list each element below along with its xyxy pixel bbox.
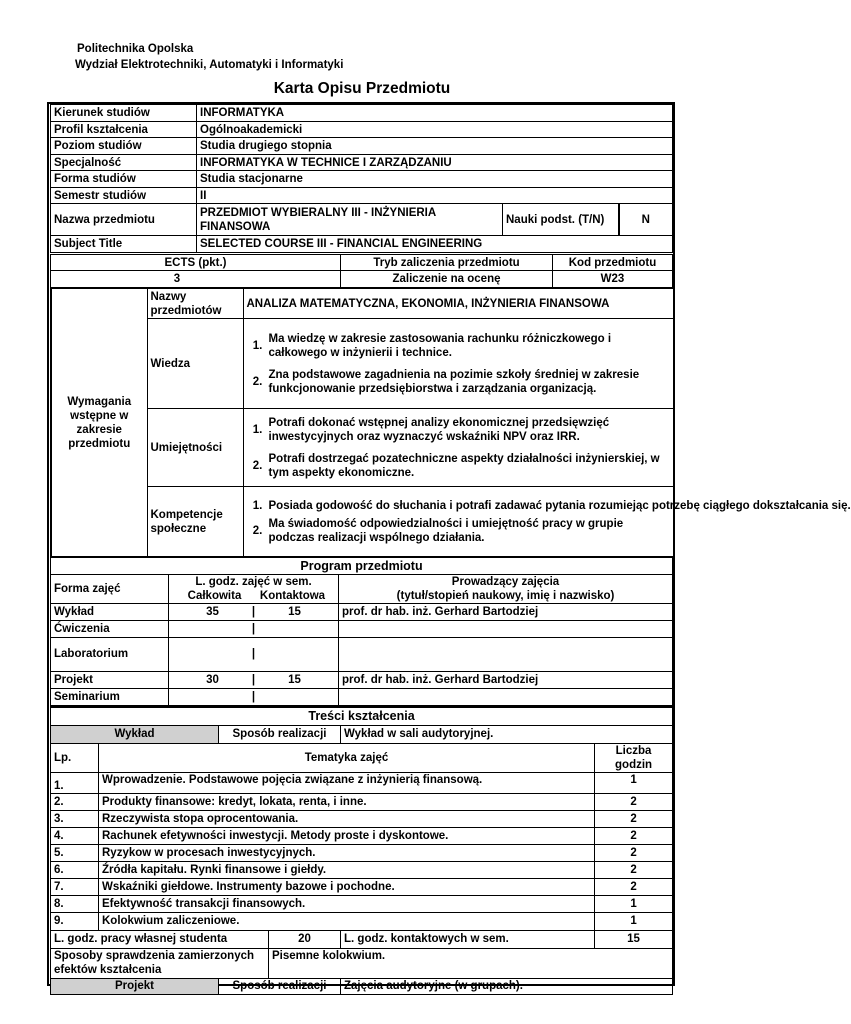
value-specialty: INFORMATYKA W TECHNICE I ZARZĄDZANIU (197, 155, 673, 171)
label-study-form: Forma studiów (51, 171, 197, 188)
form-seminar: Seminarium (51, 688, 169, 705)
value-study-form: Studia stacjonarne (197, 171, 673, 188)
label-contact-hours: L. godz. kontaktowych w sem. (341, 930, 595, 948)
label-form: Forma zajęć (51, 574, 169, 603)
label-prerequisites: Wymagania wstępne w zakresie przedmiotu (51, 289, 147, 557)
topic-row: 6. Źródła kapitału. Rynki finansowe i giełdy. 2 (51, 861, 673, 878)
label-verification: Sposoby sprawdzenia zamierzonych efektów kształcenia (51, 948, 269, 978)
label-ects: ECTS (pkt.) (51, 255, 341, 271)
content-table (50, 706, 673, 995)
label-lecture: Wykład (51, 725, 219, 743)
value-mode: Zaliczenie na ocenę (341, 271, 553, 288)
label-lecturer: Prowadzący zajęcia (451, 575, 560, 588)
knowledge-num: 2. (252, 375, 263, 388)
form-lecture: Wykład (51, 603, 169, 620)
value-course-names: ANALIZA MATEMATYCZNA, EKONOMIA, INŻYNIERIA FINANSOWA (243, 289, 673, 319)
document-title: Karta Opisu Przedmiotu (273, 80, 451, 97)
value-method: Wykład w sali audytoryjnej. (341, 725, 673, 743)
label-subject-title: Subject Title (51, 236, 197, 253)
skill-num: 1. (252, 423, 263, 436)
form-project: Projekt (51, 671, 169, 688)
label-contact: Kontaktowa (259, 589, 326, 602)
label-social-competences: Kompetencje społeczne (147, 487, 243, 557)
label-lp: Lp. (51, 743, 99, 772)
label-level: Poziom studiów (51, 138, 197, 155)
label-hours: L. godz. zajęć w sem. (195, 575, 312, 588)
label-total: Całkowita (187, 589, 242, 602)
info-table (50, 104, 673, 253)
knowledge-text: Ma wiedzę w zakresie zastosowania rachunku różniczkowego i całkowego w inżynierii i technice. (268, 332, 612, 359)
label-lecturer-sub: (tytuł/stopień naukowy, imię i nazwisko) (396, 589, 615, 602)
label-basic-science: Nauki podst. (T/N) (503, 204, 619, 236)
faculty-name: Wydział Elektrotechniki, Automatyki i Informatyki (75, 59, 344, 71)
label-semester: Semestr studiów (51, 188, 197, 204)
value-field-of-study: INFORMATYKA (197, 105, 673, 122)
label-course-name: Nazwa przedmiotu (51, 204, 197, 236)
value-level: Studia drugiego stopnia (197, 138, 673, 155)
lecturer-project: prof. dr hab. inż. Gerhard Bartodziej (339, 671, 673, 688)
lecturer-lecture: prof. dr hab. inż. Gerhard Bartodziej (339, 603, 673, 620)
social-num: 1. (252, 499, 263, 512)
hours-exercises: | (169, 620, 339, 637)
social-item (247, 499, 851, 513)
value-own-work: 20 (269, 930, 341, 948)
label-own-work: L. godz. pracy własnej studenta (51, 930, 269, 948)
social-item (247, 517, 670, 545)
value-verification: Pisemne kolokwium. (269, 948, 673, 978)
label-skills: Umiejętności (147, 409, 243, 487)
label-mode: Tryb zaliczenia przedmiotu (341, 255, 553, 271)
value-profile: Ogólnoakademicki (197, 122, 673, 138)
label-knowledge: Wiedza (147, 319, 243, 409)
knowledge-list (243, 319, 673, 409)
label-project: Projekt (51, 978, 219, 994)
knowledge-num: 1. (252, 339, 263, 352)
topic-row: 1. Wprowadzenie. Podstawowe pojęcia związane z inżynierią finansową. 1 (51, 772, 673, 793)
value-subject-title: SELECTED COURSE III - FINANCIAL ENGINEERING (197, 236, 673, 253)
value-ects: 3 (51, 271, 341, 288)
skill-item (247, 416, 670, 444)
prereq-table (50, 288, 851, 557)
skills-list (243, 409, 673, 487)
knowledge-text: Zna podstawowe zagadnienia na pozimie szkoły średniej w zakresie funkcjonowanie przedsiębiorstwa i zarządzania organizacją. (268, 368, 640, 395)
label-profile: Profil kształcenia (51, 122, 197, 138)
form-laboratory: Laboratorium (51, 637, 169, 671)
topic-row: 3. Rzeczywista stopa oprocentowania. 2 (51, 810, 673, 827)
skill-item (247, 452, 670, 480)
hours-lecture: 35 | 15 (169, 603, 339, 620)
lecturer-exercises (339, 620, 673, 637)
social-text: Posiada godowość do słuchania i potrafi zadawać pytania rozumiejąc potrzebę ciągłego dokształcania się. (268, 499, 851, 512)
topic-row: 2. Produkty finansowe: kredyt, lokata, renta, i inne. 2 (51, 793, 673, 810)
lecturer-header (339, 574, 673, 603)
form-exercises: Ćwiczenia (51, 620, 169, 637)
knowledge-item (247, 332, 670, 360)
value-basic-science: N (619, 204, 673, 236)
topic-row: 9. Kolokwium zaliczeniowe. 1 (51, 912, 673, 930)
label-hours-count: Liczba godzin (595, 743, 673, 772)
label-topic: Tematyka zajęć (99, 743, 595, 772)
label-specialty: Specjalność (51, 155, 197, 171)
label-code: Kod przedmiotu (553, 255, 673, 271)
value-course-name: PRZEDMIOT WYBIERALNY III - INŻYNIERIA FINANSOWA (197, 204, 503, 236)
skill-text: Potrafi dokonać wstępnej analizy ekonomicznej przedsięwzięć inwestycyjnych oraz wyznaczyć wskaźniki NPV oraz IRR. (268, 416, 610, 443)
skill-num: 2. (252, 459, 263, 472)
label-project-method: Sposób realizacji (219, 978, 341, 994)
lecturer-seminar (339, 688, 673, 705)
knowledge-item (247, 368, 670, 396)
social-num: 2. (252, 524, 263, 537)
university-header (77, 41, 343, 73)
hours-laboratory: | (169, 637, 339, 671)
hours-seminar: | (169, 688, 339, 705)
content-section-title: Treści kształcenia (51, 707, 673, 725)
ects-table (50, 254, 673, 288)
university-name: Politechnika Opolska (77, 43, 194, 55)
topic-row: 7. Wskaźniki giełdowe. Instrumenty bazowe i pochodne. 2 (51, 878, 673, 895)
social-text: Ma świadomość odpowiedzialności i umiejętność pracy w grupie podczas realizacji wspólnego działania. (268, 517, 624, 544)
social-list (243, 487, 851, 557)
label-method: Sposób realizacji (219, 725, 341, 743)
value-contact-hours: 15 (595, 930, 673, 948)
topic-row: 4. Rachunek efetywności inwestycji. Metody proste i dyskontowe. 2 (51, 827, 673, 844)
skill-text: Potrafi dostrzegać pozatechniczne aspekty działalności inżynierskiej, w tym aspekty ekonomiczne. (268, 452, 660, 479)
topic-row: 5. Ryzykow w procesach inwestycyjnych. 2 (51, 844, 673, 861)
value-code: W23 (553, 271, 673, 288)
value-project-method: Zajęcia audytoryjne (w grupach). (341, 978, 673, 994)
hours-header (169, 574, 339, 603)
topic-row: 8. Efektywność transakcji finansowych. 1 (51, 895, 673, 912)
hours-project: 30 | 15 (169, 671, 339, 688)
label-course-names: Nazwy przedmiotów (147, 289, 243, 319)
program-section-title: Program przedmiotu (51, 557, 673, 574)
value-semester: II (197, 188, 673, 204)
program-table (50, 556, 673, 706)
label-field-of-study: Kierunek studiów (51, 105, 197, 122)
lecturer-laboratory (339, 637, 673, 671)
